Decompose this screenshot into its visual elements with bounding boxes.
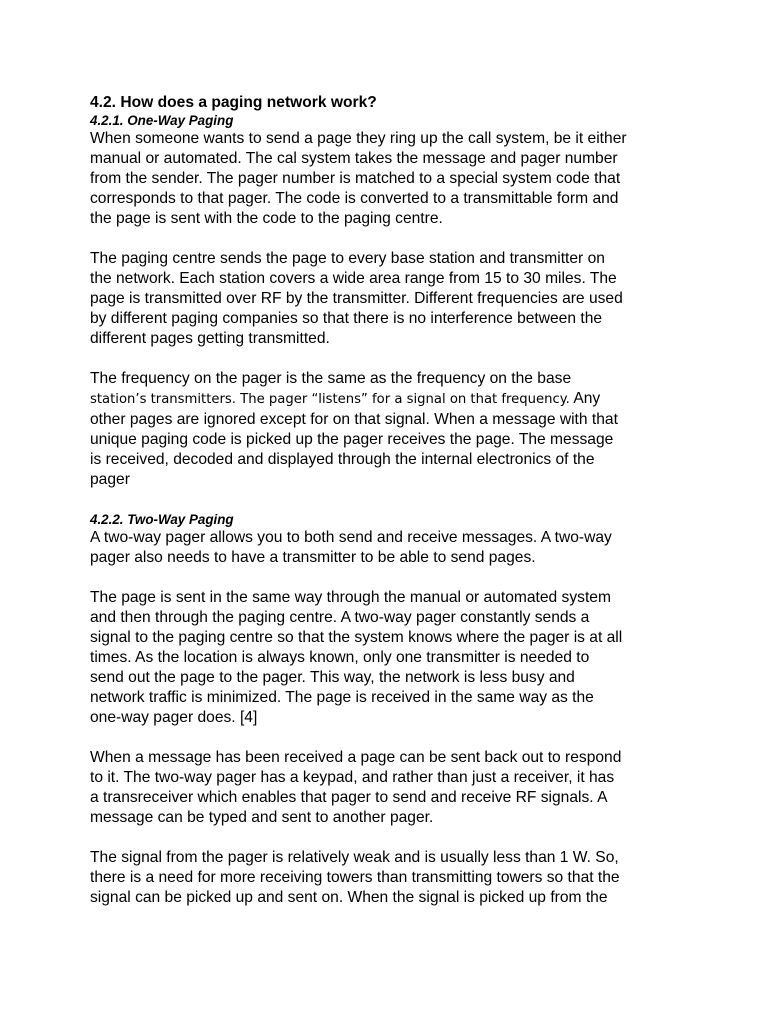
paragraph-one-way-3 [90, 369, 690, 490]
paragraph-one-way-3-part-b: station’s transmitters. The pager “listens” for a signal on that frequency. [90, 392, 570, 407]
paragraph-two-way-3: When a message has been received a page can be sent back out to respond to it. The two-way pager has a keypad, and rather than just a receiver, it has a transreceiver which enables that pager to send and receive RF signals. A message can be typed and sent to another pager. [90, 749, 622, 826]
paragraph-one-way-3-part-c: Any other pages are ignored except for on that signal. When a message with that unique paging code is picked up the pager receives the page. The message is received, decoded and displayed through the internal electronics of the pager [90, 390, 618, 488]
paragraph-two-way-2: The page is sent in the same way through the manual or automated system and then through the paging centre. A two-way pager constantly sends a signal to the paging centre so that the system knows where the pager is at all times. As the location is always known, only one transmitter is needed to send out the page to the pager. This way, the network is less busy and network traffic is minimized. The page is received in the same way as the one-way pager does. [4] [90, 589, 623, 726]
subsection-heading-two-way: 4.2.2. Two-Way Paging [90, 512, 234, 527]
document-page [90, 93, 690, 908]
paragraph-one-way-3-part-a: The frequency on the pager is the same as the frequency on the base [90, 370, 572, 387]
paragraph-one-way-2: The paging centre sends the page to every base station and transmitter on the network. Each station covers a wide area range from 15 to 30 miles. The page is transmitted over RF by the transmitter. Different frequencies are used by different paging companies so that there is no interference between the different pages getting transmitted. [90, 250, 623, 347]
paragraph-two-way-4: The signal from the pager is relatively weak and is usually less than 1 W. So, there is a need for more receiving towers than transmitting towers so that the signal can be picked up and sent on. When the signal is picked up from the [90, 849, 620, 906]
paragraph-one-way-1: When someone wants to send a page they ring up the call system, be it either manual or automated. The cal system takes the message and pager number from the sender. The pager number is matched to a special system code that corresponds to that pager. The code is converted to a transmittable form and the page is sent with the code to the paging centre. [90, 130, 627, 227]
paragraph-two-way-1: A two-way pager allows you to both send and receive messages. A two-way pager also needs to have a transmitter to be able to send pages. [90, 529, 612, 566]
section-heading: 4.2. How does a paging network work? [90, 94, 377, 111]
subsection-heading-one-way: 4.2.1. One-Way Paging [90, 113, 234, 128]
section-spacer [90, 490, 690, 512]
